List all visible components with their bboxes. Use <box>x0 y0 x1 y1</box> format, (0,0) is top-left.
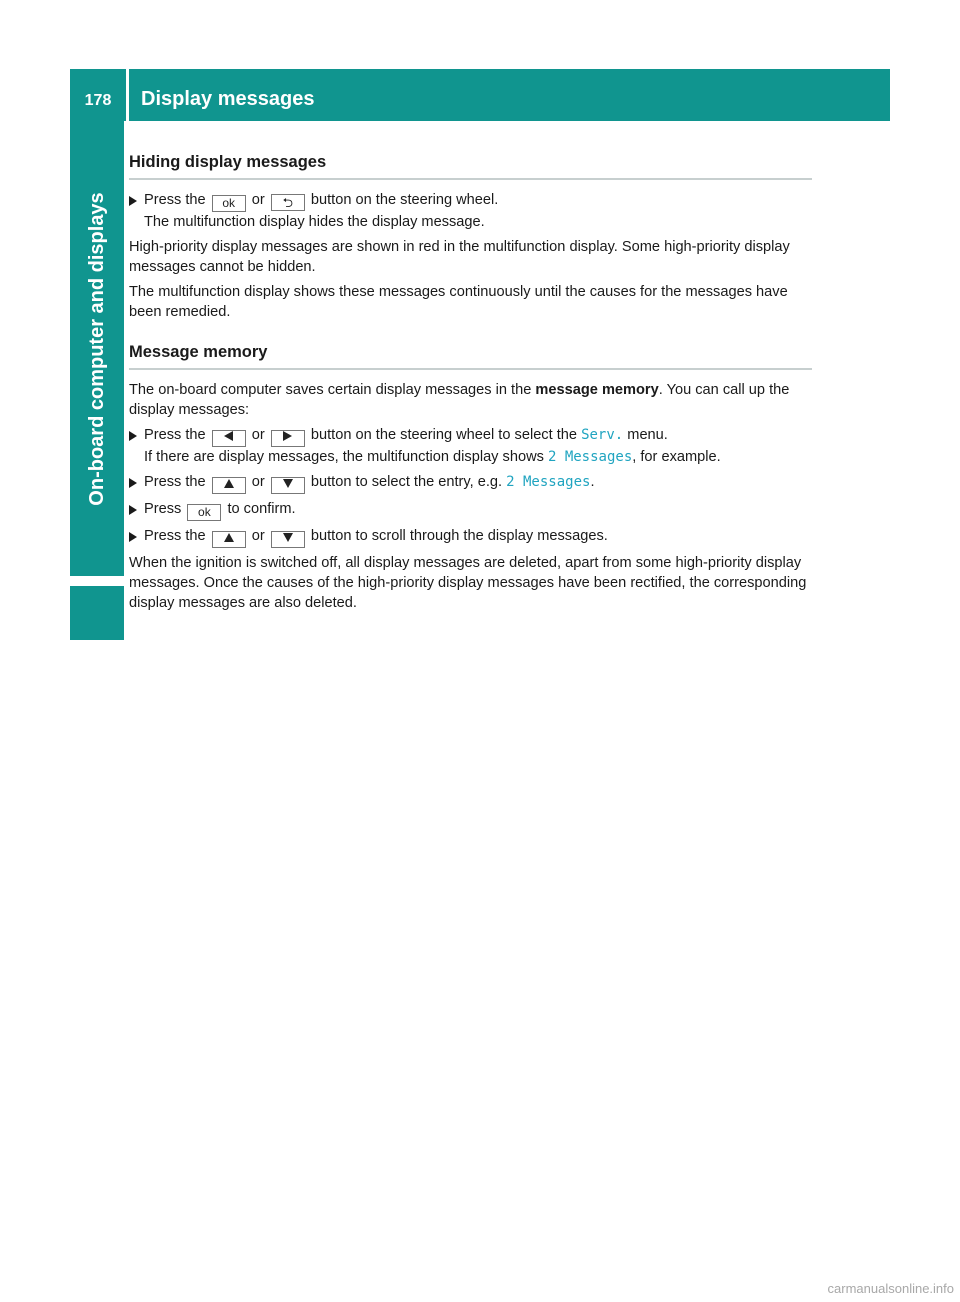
up-arrow-key-icon <box>212 477 246 494</box>
step-text: . <box>590 474 595 490</box>
instruction-step <box>129 472 812 494</box>
back-key-glyph: ⮌ <box>282 195 294 210</box>
step-text: button to scroll through the display messages. <box>310 528 608 544</box>
display-menu-name: Serv. <box>581 427 624 443</box>
instruction-step <box>129 190 812 232</box>
step-result: The multifunction display hides the display message. <box>144 214 485 230</box>
page-number: 178 <box>84 92 112 109</box>
paragraph-ignition: When the ignition is switched off, all display messages are deleted, apart from some high-priority display messages. Once the causes of the high-priority display messages have been rectified, the corresponding display messages are also deleted. <box>129 555 807 611</box>
ok-key-icon <box>212 195 246 212</box>
step-text: Press the <box>144 192 206 208</box>
side-tab-marker <box>70 586 124 640</box>
paragraph-continuous: The multifunction display shows these messages continuously until the causes for the messages have been remedied. <box>129 284 788 320</box>
page-header-title: Display messages <box>141 88 315 110</box>
step-text: button on the steering wheel to select the <box>310 427 577 443</box>
section-heading-memory: Message memory <box>129 340 812 370</box>
step-arrow-icon <box>129 196 137 206</box>
step-text: button to select the entry, e.g. <box>310 474 503 490</box>
ok-key-label: ok <box>222 196 236 210</box>
step-text: or <box>251 474 265 490</box>
step-arrow-icon <box>129 478 137 488</box>
intro-bold-term: message memory <box>535 382 659 398</box>
step-text: Press the <box>144 528 206 544</box>
page-content <box>129 150 812 618</box>
section-heading-hiding: Hiding display messages <box>129 150 812 180</box>
step-text: or <box>251 192 265 208</box>
step-text: Press the <box>144 474 206 490</box>
intro-text: . You can call up the display messages: <box>129 382 790 418</box>
left-arrow-key-icon <box>212 430 246 447</box>
step-text: to confirm. <box>227 501 296 517</box>
right-arrow-key-icon <box>271 430 305 447</box>
step-text: menu. <box>627 427 668 443</box>
watermark: carmanualsonline.info <box>827 1281 954 1296</box>
instruction-step <box>129 425 812 467</box>
step-text: Press the <box>144 427 206 443</box>
step-text: Press <box>144 501 182 517</box>
display-text: 2 Messages <box>506 474 591 490</box>
paragraph-high-priority: High-priority display messages are shown in red in the multifunction display. Some high-priority display messages cannot be hidden. <box>129 239 790 275</box>
back-key-icon <box>271 194 305 211</box>
step-result: If there are display messages, the multifunction display shows <box>144 449 544 465</box>
step-result: , for example. <box>632 449 721 465</box>
instruction-step <box>129 499 812 521</box>
up-arrow-key-icon <box>212 531 246 548</box>
display-text: 2 Messages <box>547 449 633 465</box>
chapter-side-tab-label: On-board computer and displays <box>86 192 108 506</box>
ok-key-label: ok <box>198 505 211 519</box>
paragraph-memory-intro <box>129 380 812 420</box>
intro-text: The on-board computer saves certain display messages in the <box>129 382 532 398</box>
instruction-step <box>129 526 812 548</box>
step-text: button on the steering wheel. <box>310 192 499 208</box>
step-arrow-icon <box>129 431 137 441</box>
ok-key-icon <box>187 504 221 521</box>
step-arrow-icon <box>129 532 137 542</box>
down-arrow-key-icon <box>271 531 305 548</box>
header-divider <box>126 69 129 121</box>
step-text: or <box>251 528 265 544</box>
step-text: or <box>251 427 265 443</box>
step-arrow-icon <box>129 505 137 515</box>
down-arrow-key-icon <box>271 477 305 494</box>
